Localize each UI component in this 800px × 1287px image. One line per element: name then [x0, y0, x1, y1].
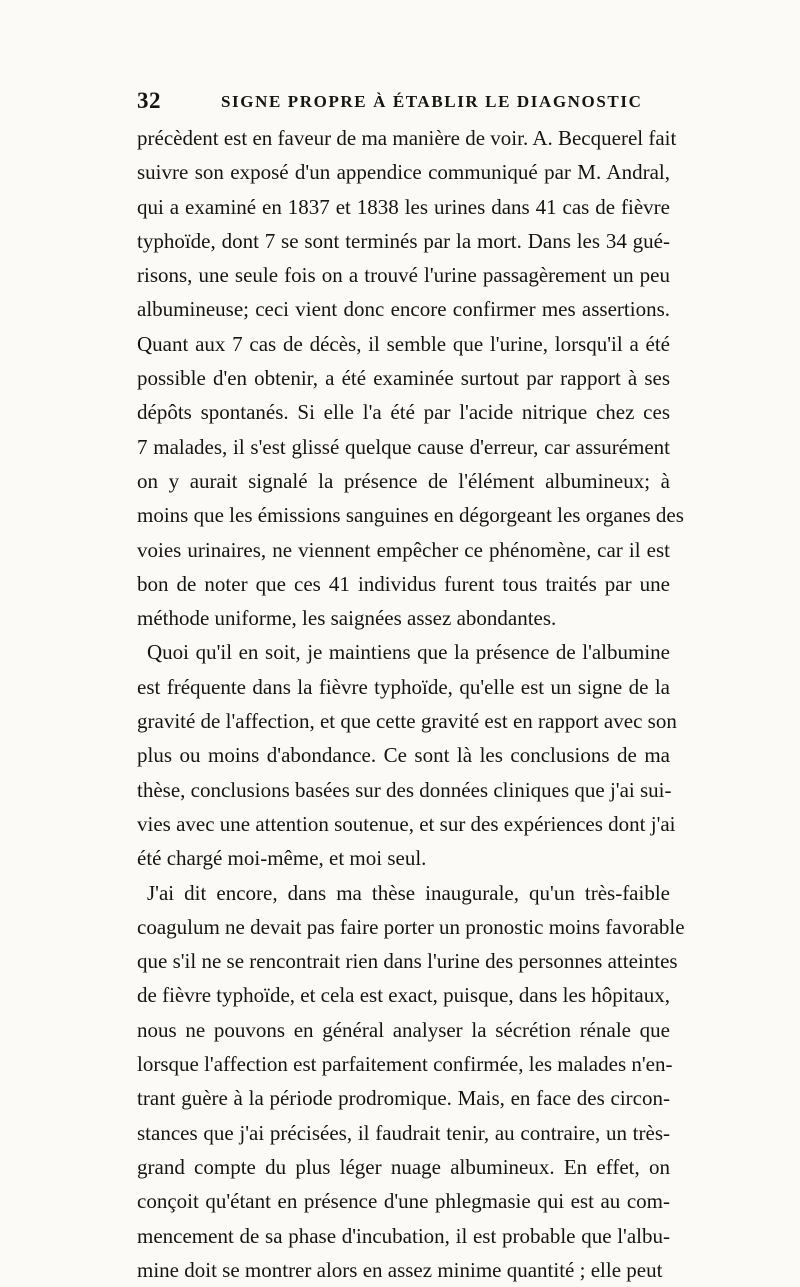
- text-line: été chargé moi-même, et moi seul.: [137, 846, 427, 871]
- text-line: grand compte du plus léger nuage albumineux. En effet, on: [137, 1154, 670, 1179]
- text-line: thèse, conclusions basées sur des données cliniques que j'ai sui-: [137, 777, 672, 802]
- text-line: lorsque l'affection est parfaitement confirmée, les malades n'en-: [137, 1052, 673, 1077]
- text-line: Quoi qu'il en soit, je maintiens que la présence de l'albumine: [147, 640, 670, 665]
- text-line: bon de noter que ces 41 individus furent tous traités par une: [137, 571, 670, 596]
- text-line: dépôts spontanés. Si elle l'a été par l'acide nitrique chez ces: [137, 400, 670, 425]
- text-line: voies urinaires, ne viennent empêcher ce phénomène, car il est: [137, 537, 670, 562]
- text-line: vies avec une attention soutenue, et sur des expériences dont j'ai: [137, 811, 676, 836]
- text-line: possible d'en obtenir, a été examinée surtout par rapport à ses: [137, 366, 670, 391]
- text-line: qui a examiné en 1837 et 1838 les urines dans 41 cas de fièvre: [137, 194, 670, 219]
- body-text: [137, 121, 685, 1287]
- text-line: mencement de sa phase d'incubation, il est probable que l'albu-: [137, 1223, 670, 1248]
- text-line: trant guère à la période prodromique. Mais, en face des circon-: [137, 1086, 670, 1111]
- text-line: précèdent est en faveur de ma manière de voir. A. Becquerel fait: [137, 126, 677, 150]
- paragraph: [137, 876, 685, 1287]
- text-line: 7 malades, il s'est glissé quelque cause d'erreur, car assurément: [137, 434, 670, 459]
- text-line: mine doit se montrer alors en assez minime quantité ; elle peut: [137, 1257, 663, 1282]
- text-line: typhoïde, dont 7 se sont terminés par la mort. Dans les 34 gué-: [137, 228, 670, 253]
- text-line: J'ai dit encore, dans ma thèse inaugurale, qu'un très-faible: [147, 880, 670, 905]
- text-line: coagulum ne devait pas faire porter un pronostic moins favorable: [137, 914, 685, 939]
- text-line: conçoit qu'étant en présence d'une phlegmasie qui est au com-: [137, 1189, 670, 1214]
- text-line: nous ne pouvons en général analyser la sécrétion rénale que: [137, 1017, 670, 1042]
- text-line: risons, une seule fois on a trouvé l'urine passagèrement un peu: [137, 263, 670, 288]
- text-line: de fièvre typhoïde, et cela est exact, puisque, dans les hôpitaux,: [137, 983, 670, 1008]
- text-line: que s'il ne se rencontrait rien dans l'urine des personnes atteintes: [137, 949, 678, 974]
- text-line: on y aurait signalé la présence de l'élément albumineux; à: [137, 468, 670, 493]
- text-line: albumineuse; ceci vient donc encore confirmer mes assertions.: [137, 297, 670, 322]
- text-line: méthode uniforme, les saignées assez abondantes.: [137, 606, 557, 631]
- paragraph: [137, 121, 684, 635]
- text-line: moins que les émissions sanguines en dégorgeant les organes des: [137, 503, 684, 528]
- text-line: Quant aux 7 cas de décès, il semble que l'urine, lorsqu'il a été: [137, 331, 670, 356]
- running-title: SIGNE PROPRE À ÉTABLIR LE DIAGNOSTIC: [221, 92, 643, 111]
- text-line: gravité de l'affection, et que cette gravité est en rapport avec son: [137, 709, 677, 734]
- text-line: suivre son exposé d'un appendice communiqué par M. Andral,: [137, 160, 670, 185]
- text-line: plus ou moins d'abondance. Ce sont là les conclusions de ma: [137, 743, 670, 768]
- page-number: 32: [137, 88, 161, 113]
- text-line: est fréquente dans la fièvre typhoïde, qu'elle est un signe de la: [137, 674, 670, 699]
- text-line: stances que j'ai précisées, il faudrait tenir, au contraire, un très-: [137, 1120, 670, 1145]
- running-head: [137, 88, 670, 118]
- paragraph: [137, 635, 677, 875]
